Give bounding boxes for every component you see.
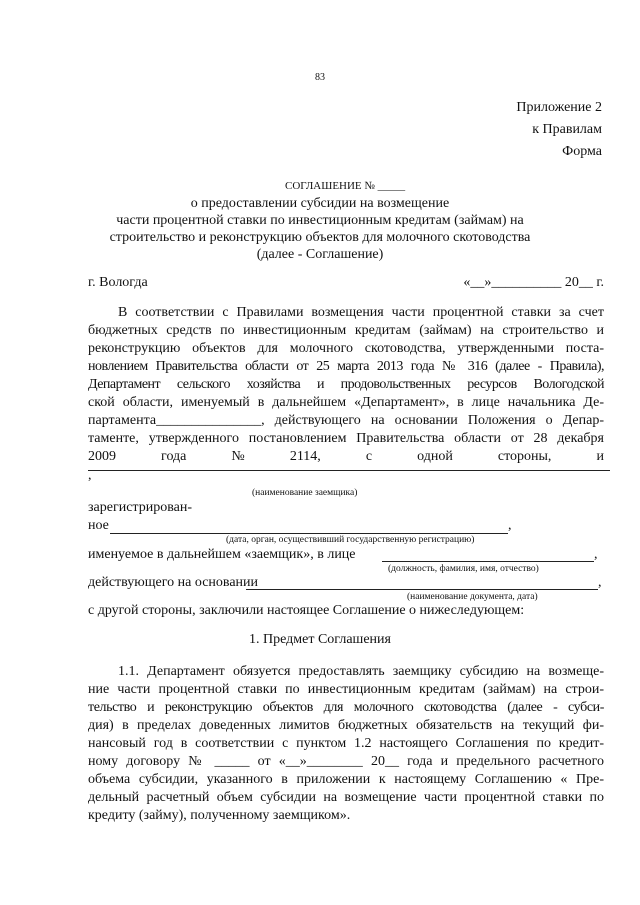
intro-line: реконструкцию объектов для молочного скотоводства, утвержденными поста- xyxy=(88,341,604,356)
clause-line: дельный расчетный объем субсидии на возмещение части процентной ставки по xyxy=(88,790,604,805)
intro-word: с xyxy=(365,449,373,464)
rules-label: к Правилам xyxy=(532,122,602,137)
representative-caption: (должность, фамилия, имя, отчество) xyxy=(388,564,539,574)
clause-line: объема субсидии, указанного в приложении к настоящему Соглашению « Пре- xyxy=(88,772,604,787)
intro-last-line xyxy=(88,449,604,465)
document-caption: (наименование документа, дата) xyxy=(407,592,538,602)
agreement-subtitle-1: о предоставлении субсидии на возмещение xyxy=(190,196,450,211)
agreement-subtitle-2: части процентной ставки по инвестиционным кредитам (займам) на xyxy=(116,213,524,228)
intro-line: ской области, именуемый в дальнейшем «Департамент», в лице начальника Де- xyxy=(88,395,604,410)
borrower-name-field[interactable] xyxy=(88,470,610,471)
registered-label: зарегистрирован- xyxy=(88,500,192,515)
intro-line: В соответствии с Правилами возмещения части процентной ставки за счет xyxy=(118,305,604,320)
clause-line: 1.1. Департамент обязуется предоставлять заемщику субсидию на возмеще- xyxy=(118,664,604,679)
intro-line: бюджетных средств по инвестиционным кредитам (займам) на строительство и xyxy=(88,323,604,338)
basis-comma: , xyxy=(598,575,602,590)
clause-last-line: кредиту (займу), полученному заемщиком». xyxy=(88,808,351,823)
agreement-subtitle-3: строительство и реконструкцию объектов для молочного скотоводства xyxy=(109,230,531,245)
intro-word: 2009 xyxy=(88,449,116,464)
registration-comma: , xyxy=(508,518,512,533)
registration-field[interactable] xyxy=(110,533,508,534)
intro-line: Департамент сельского хозяйства и продовольственных ресурсов Вологодской xyxy=(88,377,604,392)
intro-word: и xyxy=(596,449,604,464)
intro-word: № xyxy=(231,449,245,464)
other-side-text: с другой стороны, заключили настоящее Соглашение о нижеследующем: xyxy=(88,603,525,618)
intro-line: таменте, утвержденного постановлением Правительства области от 28 декабря xyxy=(88,431,604,446)
section-1-title: 1. Предмет Соглашения xyxy=(249,632,391,647)
clause-line: нансовый год в соответствии с пунктом 1.2 настоящего Соглашения по кредит- xyxy=(88,736,604,751)
clause-line: ному договору № _____ от «__»________ 20__ года и предельного расчетного xyxy=(88,754,604,769)
intro-word: 2114, xyxy=(289,449,321,464)
form-label: Форма xyxy=(562,144,602,159)
agreement-subtitle-4: (далее - Соглашение) xyxy=(256,247,384,262)
intro-word: одной xyxy=(417,449,453,464)
representative-field[interactable] xyxy=(382,561,594,562)
hereinafter-label: именуемое в дальнейшем «заемщик», в лице xyxy=(88,547,356,562)
appendix-label: Приложение 2 xyxy=(516,100,602,115)
clause-line: ние части процентной ставки по инвестиционным кредитам (займам) на строи- xyxy=(88,682,604,697)
comma: , xyxy=(88,468,92,483)
basis-document-field[interactable] xyxy=(246,589,598,590)
date-field: «__»__________ 20__ г. xyxy=(463,275,604,290)
acting-label: действующего на основании xyxy=(88,575,259,590)
clause-line: дия) в пределах доведенных лимитов бюджетных обязательств на текущий фи- xyxy=(88,718,604,733)
clause-line: тельство и реконструкцию объектов для молочного скотоводства (далее - субси- xyxy=(88,700,604,715)
place-label: г. Вологда xyxy=(88,275,148,290)
page-number: 83 xyxy=(315,72,325,83)
intro-line: новлением Правительства области от 25 марта 2013 года № 316 (далее - Правила), xyxy=(88,359,604,374)
intro-line: партамента_______________, действующего на основании Положения о Депар- xyxy=(88,413,604,428)
borrower-caption: (наименование заемщика) xyxy=(252,488,358,498)
registered-label-cont: ное xyxy=(88,518,109,533)
intro-word: года xyxy=(161,449,187,464)
representative-comma: , xyxy=(594,547,598,562)
intro-word: стороны, xyxy=(497,449,552,464)
registration-caption: (дата, орган, осуществивший государственную регистрацию) xyxy=(226,535,475,545)
agreement-title: СОГЛАШЕНИЕ № _____ xyxy=(285,180,406,192)
